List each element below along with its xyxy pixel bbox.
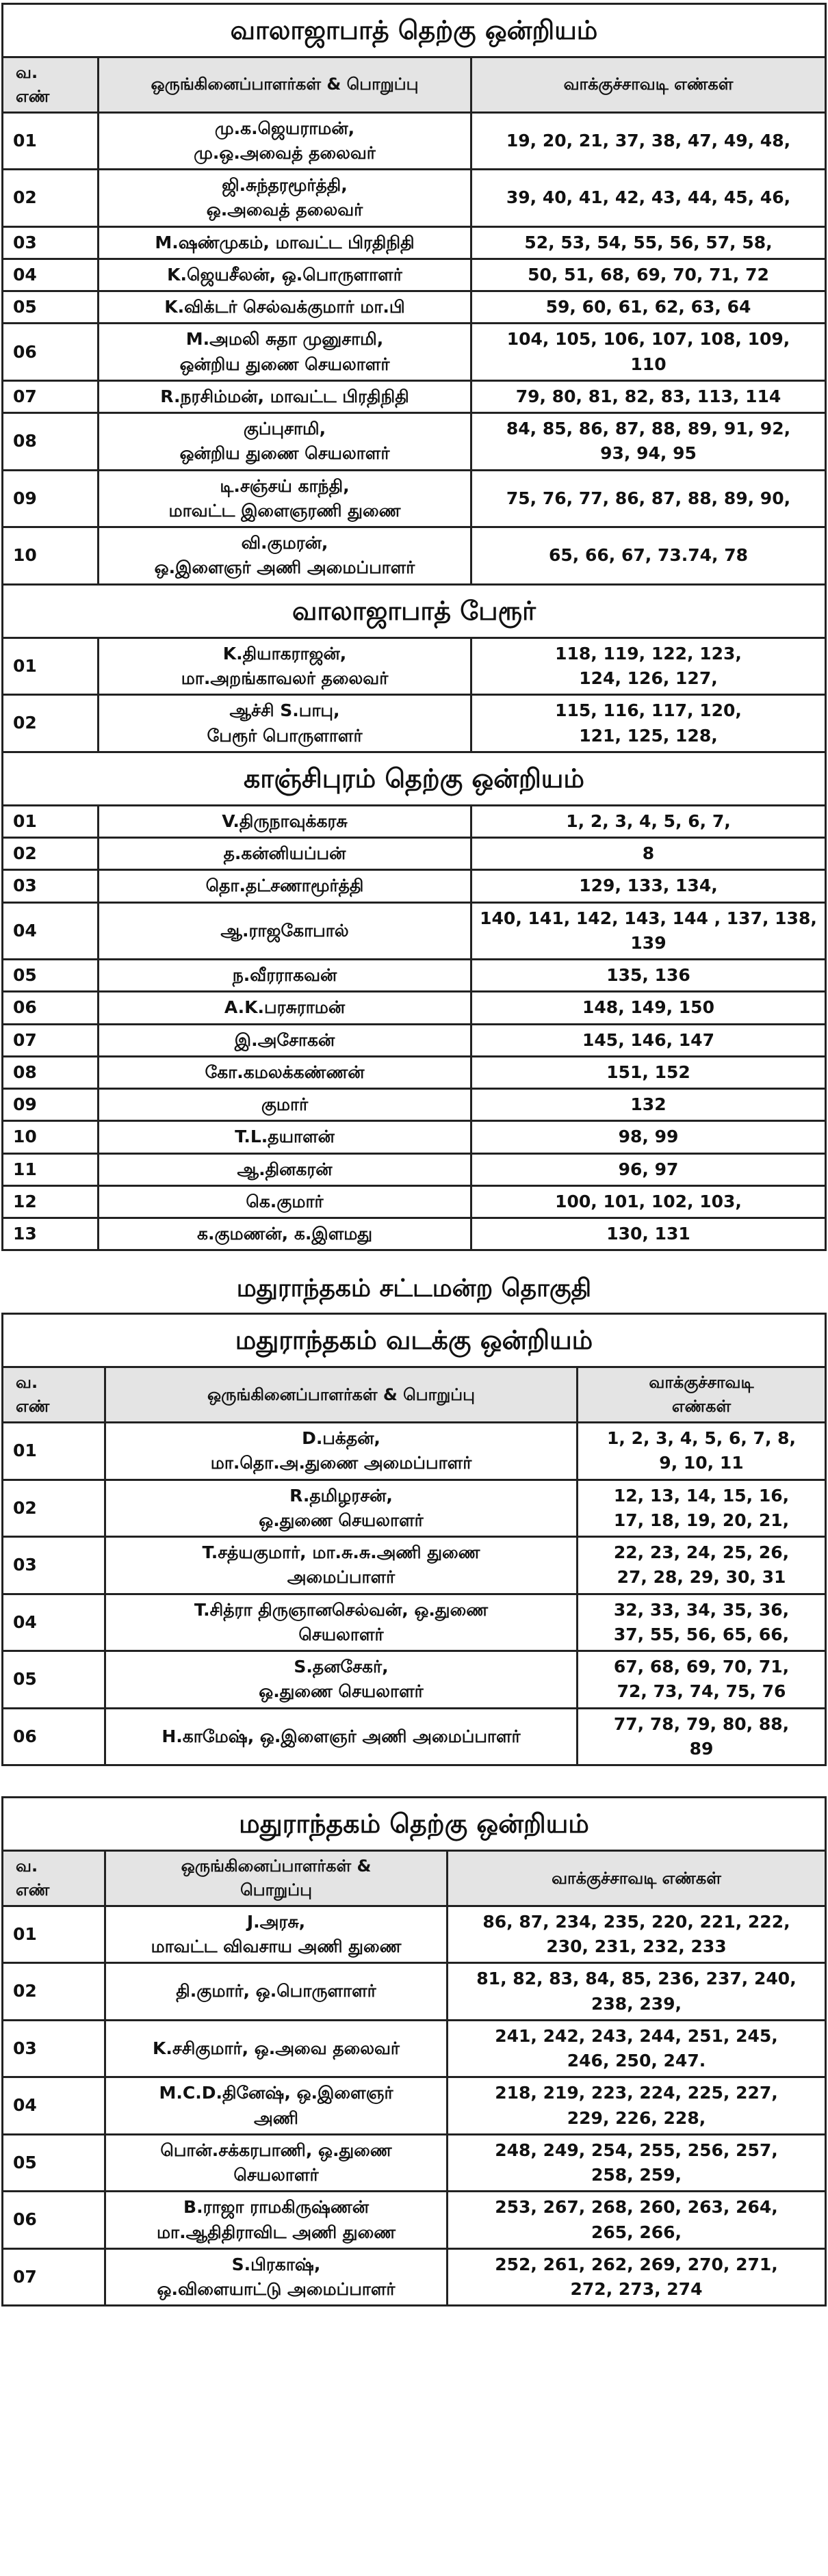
- section-title-row: [3, 752, 826, 805]
- row-number: 01: [3, 1906, 105, 1963]
- coordinator-name: J.அரசு, மாவட்ட விவசாய அணி துணை: [105, 1906, 448, 1963]
- booth-numbers: 151, 152: [471, 1056, 826, 1088]
- table-row: [3, 1480, 826, 1537]
- table-row: [3, 870, 826, 902]
- column-header-number: வ. எண்: [3, 57, 99, 113]
- table-row: [3, 170, 826, 227]
- booth-numbers: 248, 249, 254, 255, 256, 257, 258, 259,: [448, 2134, 826, 2192]
- booth-numbers: 98, 99: [471, 1121, 826, 1153]
- table-row: [3, 1423, 826, 1480]
- booth-numbers: 79, 80, 81, 82, 83, 113, 114: [471, 380, 826, 412]
- row-number: 08: [3, 413, 99, 471]
- table-row: [3, 1651, 826, 1709]
- row-number: 11: [3, 1153, 99, 1185]
- booth-numbers: 218, 219, 223, 224, 225, 227, 229, 226, 228,: [448, 2077, 826, 2135]
- row-number: 02: [3, 1963, 105, 2021]
- coordinator-name: H.காமேஷ், ஒ.இளைஞர் அணி அமைப்பாளர்: [105, 1708, 578, 1765]
- section-title: வாலாஜாபாத் தெற்கு ஒன்றியம்: [3, 4, 826, 57]
- booth-numbers: 118, 119, 122, 123, 124, 126, 127,: [471, 638, 826, 695]
- table-row: [3, 1121, 826, 1153]
- coordinator-name: T.சித்ரா திருஞானசெல்வன், ஒ.துணை செயலாளர்: [105, 1594, 578, 1651]
- row-number: 02: [3, 838, 99, 870]
- row-number: 03: [3, 226, 99, 259]
- row-number: 06: [3, 992, 99, 1024]
- coordinator-name: பொன்.சக்கரபாணி, ஒ.துணை செயலாளர்: [105, 2134, 448, 2192]
- booth-numbers: 50, 51, 68, 69, 70, 71, 72: [471, 259, 826, 291]
- row-number: 07: [3, 380, 99, 412]
- table-row: [3, 1537, 826, 1594]
- coordinator-name: B.ராஜா ராமகிருஷ்ணன் மா.ஆதிதிராவிட அணி துணை: [105, 2192, 448, 2249]
- booth-numbers: 19, 20, 21, 37, 38, 47, 49, 48,: [471, 112, 826, 170]
- booth-numbers: 135, 136: [471, 960, 826, 992]
- table-row: [3, 413, 826, 471]
- table-maduranthakam-north: [1, 1313, 827, 1766]
- header-row: [3, 1851, 826, 1906]
- section-title-row: [3, 584, 826, 638]
- coordinator-name: டி.சஞ்சய் காந்தி, மாவட்ட இளைஞரணி துணை: [99, 470, 471, 527]
- header-row: [3, 1367, 826, 1423]
- row-number: 10: [3, 527, 99, 585]
- row-number: 05: [3, 960, 99, 992]
- booth-numbers: 8: [471, 838, 826, 870]
- row-number: 13: [3, 1218, 99, 1250]
- coordinator-name: M.C.D.தினேஷ், ஒ.இளைஞர் அணி: [105, 2077, 448, 2135]
- column-header-coordinators: ஒருங்கினைப்பாளர்கள் & பொறுப்பு: [99, 57, 471, 113]
- row-number: 06: [3, 2192, 105, 2249]
- coordinator-name: ஆ.தினகரன்: [99, 1153, 471, 1185]
- row-number: 07: [3, 1024, 99, 1056]
- row-number: 05: [3, 291, 99, 324]
- coordinator-name: தொ.தட்சணாமூர்த்தி: [99, 870, 471, 902]
- booth-numbers: 148, 149, 150: [471, 992, 826, 1024]
- section-title-row: [3, 1798, 826, 1851]
- table-row: [3, 2134, 826, 2192]
- row-number: 09: [3, 1089, 99, 1121]
- row-number: 02: [3, 170, 99, 227]
- coordinator-name: M.அமலி சுதா முனுசாமி, ஒன்றிய துணை செயலாளர்: [99, 324, 471, 381]
- row-number: 07: [3, 2248, 105, 2306]
- booth-numbers: 145, 146, 147: [471, 1024, 826, 1056]
- coordinator-name: ஆ.ராஜகோபால்: [99, 902, 471, 960]
- booth-numbers: 241, 242, 243, 244, 251, 245, 246, 250, 247.: [448, 2020, 826, 2077]
- header-row: [3, 57, 826, 113]
- column-header-booths: வாக்குச்சாவடி எண்கள்: [578, 1367, 826, 1423]
- table-row: [3, 470, 826, 527]
- coordinator-name: ஆச்சி S.பாபு, பேரூர் பொருளாளர்: [99, 695, 471, 752]
- row-number: 02: [3, 1480, 105, 1537]
- spacer: [0, 1780, 828, 1796]
- row-number: 12: [3, 1185, 99, 1218]
- coordinator-name: V.திருநாவுக்கரசு: [99, 805, 471, 837]
- coordinator-name: தி.குமார், ஒ.பொருளாளர்: [105, 1963, 448, 2021]
- booth-numbers: 104, 105, 106, 107, 108, 109, 110: [471, 324, 826, 381]
- column-header-coordinators: ஒருங்கினைப்பாளர்கள் & பொறுப்பு: [105, 1851, 448, 1906]
- row-number: 01: [3, 805, 99, 837]
- table-row: [3, 1024, 826, 1056]
- coordinator-name: T.சத்யகுமார், மா.சு.சு.அணி துணை அமைப்பாளர்: [105, 1537, 578, 1594]
- row-number: 08: [3, 1056, 99, 1088]
- table-row: [3, 1218, 826, 1250]
- coordinator-name: ஜி.சுந்தரமூர்த்தி, ஒ.அவைத் தலைவர்: [99, 170, 471, 227]
- table-row: [3, 1153, 826, 1185]
- table-row: [3, 838, 826, 870]
- booth-numbers: 1, 2, 3, 4, 5, 6, 7, 8, 9, 10, 11: [578, 1423, 826, 1480]
- booth-numbers: 253, 267, 268, 260, 263, 264, 265, 266,: [448, 2192, 826, 2249]
- section-title: காஞ்சிபுரம் தெற்கு ஒன்றியம்: [3, 752, 826, 805]
- coordinator-name: D.பக்தன், மா.தொ.அ.துணை அமைப்பாளர்: [105, 1423, 578, 1480]
- section-title-row: [3, 4, 826, 57]
- table-row: [3, 695, 826, 752]
- booth-numbers: 52, 53, 54, 55, 56, 57, 58,: [471, 226, 826, 259]
- table-row: [3, 291, 826, 324]
- table-body: [3, 1314, 826, 1765]
- booth-numbers: 22, 23, 24, 25, 26, 27, 28, 29, 30, 31: [578, 1537, 826, 1594]
- section-title: மதுராந்தகம் வடக்கு ஒன்றியம்: [3, 1314, 826, 1367]
- row-number: 06: [3, 1708, 105, 1765]
- row-number: 02: [3, 695, 99, 752]
- coordinator-name: T.L.தயாளன்: [99, 1121, 471, 1153]
- coordinator-name: K.ஜெயசீலன், ஒ.பொருளாளர்: [99, 259, 471, 291]
- coordinator-name: R.நரசிம்மன், மாவட்ட பிரதிநிதி: [99, 380, 471, 412]
- booth-numbers: 86, 87, 234, 235, 220, 221, 222, 230, 231, 232, 233: [448, 1906, 826, 1963]
- coordinator-name: K.விக்டர் செல்வக்குமார் மா.பி: [99, 291, 471, 324]
- coordinator-name: வி.குமரன், ஒ.இளைஞர் அணி அமைப்பாளர்: [99, 527, 471, 585]
- booth-numbers: 100, 101, 102, 103,: [471, 1185, 826, 1218]
- table-row: [3, 2192, 826, 2249]
- table-row: [3, 2077, 826, 2135]
- booth-numbers: 39, 40, 41, 42, 43, 44, 45, 46,: [471, 170, 826, 227]
- booth-numbers: 81, 82, 83, 84, 85, 236, 237, 240, 238, 239,: [448, 1963, 826, 2021]
- coordinator-name: மு.க.ஜெயராமன், மு.ஒ.அவைத் தலைவர்: [99, 112, 471, 170]
- booth-numbers: 140, 141, 142, 143, 144 , 137, 138, 139: [471, 902, 826, 960]
- table-row: [3, 1906, 826, 1963]
- row-number: 04: [3, 259, 99, 291]
- row-number: 04: [3, 1594, 105, 1651]
- block-maduranthakam-north: [0, 1313, 828, 1766]
- coordinator-name: க.குமணன், க.இளமது: [99, 1218, 471, 1250]
- booth-numbers: 12, 13, 14, 15, 16, 17, 18, 19, 20, 21,: [578, 1480, 826, 1537]
- booth-numbers: 115, 116, 117, 120, 121, 125, 128,: [471, 695, 826, 752]
- table-row: [3, 992, 826, 1024]
- coordinator-name: இ.அசோகன்: [99, 1024, 471, 1056]
- table-row: [3, 805, 826, 837]
- coordinator-name: S.பிரகாஷ், ஒ.விளையாட்டு அமைப்பாளர்: [105, 2248, 448, 2306]
- block-walajabad-kanchipuram: [0, 3, 828, 1251]
- booth-numbers: 1, 2, 3, 4, 5, 6, 7,: [471, 805, 826, 837]
- table-row: [3, 380, 826, 412]
- table-row: [3, 2248, 826, 2306]
- constituency-heading: மதுராந்தகம் சட்டமன்ற தொகுதி: [236, 1274, 592, 1303]
- booth-numbers: 59, 60, 61, 62, 63, 64: [471, 291, 826, 324]
- booth-numbers: 252, 261, 262, 269, 270, 271, 272, 273, 274: [448, 2248, 826, 2306]
- table-row: [3, 1708, 826, 1765]
- coordinator-name: கெ.குமார்: [99, 1185, 471, 1218]
- row-number: 04: [3, 2077, 105, 2135]
- section-title-row: [3, 1314, 826, 1367]
- row-number: 09: [3, 470, 99, 527]
- row-number: 05: [3, 2134, 105, 2192]
- table-row: [3, 112, 826, 170]
- row-number: 05: [3, 1651, 105, 1709]
- row-number: 01: [3, 1423, 105, 1480]
- coordinator-name: குப்புசாமி, ஒன்றிய துணை செயலாளர்: [99, 413, 471, 471]
- table-row: [3, 259, 826, 291]
- block-maduranthakam-south: [0, 1796, 828, 2306]
- coordinator-name: S.தனசேகர், ஒ.துணை செயலாளர்: [105, 1651, 578, 1709]
- column-header-booths: வாக்குச்சாவடி எண்கள்: [448, 1851, 826, 1906]
- booth-numbers: 130, 131: [471, 1218, 826, 1250]
- row-number: 01: [3, 638, 99, 695]
- booth-numbers: 84, 85, 86, 87, 88, 89, 91, 92, 93, 94, 95: [471, 413, 826, 471]
- row-number: 03: [3, 870, 99, 902]
- booth-numbers: 65, 66, 67, 73.74, 78: [471, 527, 826, 585]
- coordinator-name: K.தியாகராஜன், மா.அறங்காவலர் தலைவர்: [99, 638, 471, 695]
- booth-numbers: 75, 76, 77, 86, 87, 88, 89, 90,: [471, 470, 826, 527]
- booth-numbers: 77, 78, 79, 80, 88, 89: [578, 1708, 826, 1765]
- row-number: 04: [3, 902, 99, 960]
- coordinator-name: R.தமிழரசன், ஒ.துணை செயலாளர்: [105, 1480, 578, 1537]
- table-row: [3, 226, 826, 259]
- table-row: [3, 1089, 826, 1121]
- coordinator-name: ந.வீரராகவன்: [99, 960, 471, 992]
- table-row: [3, 638, 826, 695]
- table-row: [3, 902, 826, 960]
- row-number: 03: [3, 1537, 105, 1594]
- booth-numbers: 132: [471, 1089, 826, 1121]
- table-row: [3, 324, 826, 381]
- coordinator-name: குமார்: [99, 1089, 471, 1121]
- table-row: [3, 2020, 826, 2077]
- row-number: 06: [3, 324, 99, 381]
- table-body: [3, 4, 826, 1250]
- column-header-number: வ. எண்: [3, 1367, 105, 1423]
- table-row: [3, 1963, 826, 2021]
- booth-numbers: 67, 68, 69, 70, 71, 72, 73, 74, 75, 76: [578, 1651, 826, 1709]
- table-row: [3, 1185, 826, 1218]
- table-walajabad-kanchipuram: [1, 3, 827, 1251]
- coordinator-name: M.ஷண்முகம், மாவட்ட பிரதிநிதி: [99, 226, 471, 259]
- column-header-coordinators: ஒருங்கினைப்பாளர்கள் & பொறுப்பு: [105, 1367, 578, 1423]
- row-number: 10: [3, 1121, 99, 1153]
- booth-numbers: 32, 33, 34, 35, 36, 37, 55, 56, 65, 66,: [578, 1594, 826, 1651]
- table-row: [3, 1594, 826, 1651]
- coordinator-name: த.கன்னியப்பன்: [99, 838, 471, 870]
- table-row: [3, 1056, 826, 1088]
- column-header-number: வ. எண்: [3, 1851, 105, 1906]
- table-row: [3, 527, 826, 585]
- row-number: 01: [3, 112, 99, 170]
- row-number: 03: [3, 2020, 105, 2077]
- table-body: [3, 1798, 826, 2306]
- section-title: மதுராந்தகம் தெற்கு ஒன்றியம்: [3, 1798, 826, 1851]
- booth-numbers: 129, 133, 134,: [471, 870, 826, 902]
- coordinator-name: A.K.பரசுராமன்: [99, 992, 471, 1024]
- table-maduranthakam-south: [1, 1796, 827, 2306]
- section-title: வாலாஜாபாத் பேரூர்: [3, 584, 826, 638]
- coordinator-name: கோ.கமலக்கண்ணன்: [99, 1056, 471, 1088]
- column-header-booths: வாக்குச்சாவடி எண்கள்: [471, 57, 826, 113]
- booth-numbers: 96, 97: [471, 1153, 826, 1185]
- coordinator-name: K.சசிகுமார், ஒ.அவை தலைவர்: [105, 2020, 448, 2077]
- table-row: [3, 960, 826, 992]
